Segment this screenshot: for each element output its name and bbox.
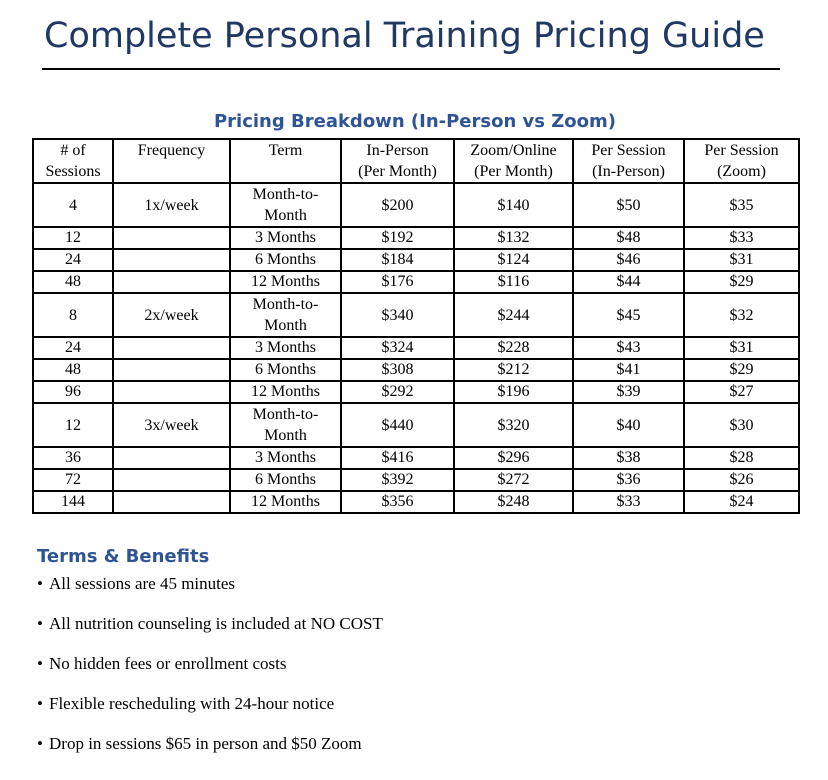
cell-per-session-in-person: $48: [573, 227, 684, 249]
cell-term: 6 Months: [230, 469, 341, 491]
table-row: [33, 381, 799, 403]
cell-sessions: 24: [33, 337, 113, 359]
cell-zoom: $124: [454, 249, 573, 271]
cell-per-session-zoom: $28: [684, 447, 799, 469]
cell-term: 12 Months: [230, 491, 341, 513]
cell-in-person: $356: [341, 491, 454, 513]
bullet-icon: •: [37, 614, 43, 633]
cell-per-session-in-person: $36: [573, 469, 684, 491]
list-item: • All sessions are 45 minutes: [37, 574, 236, 593]
cell-frequency: [113, 249, 230, 271]
document-title: Complete Personal Training Pricing Guide: [44, 16, 765, 56]
cell-per-session-in-person: $41: [573, 359, 684, 381]
table-header-row: [33, 139, 799, 183]
cell-frequency: [113, 381, 230, 403]
cell-term: 3 Months: [230, 447, 341, 469]
table-caption: Pricing Breakdown (In-Person vs Zoom): [213, 111, 617, 132]
benefits-list: [37, 573, 383, 773]
cell-in-person: $416: [341, 447, 454, 469]
cell-frequency: 2x/week: [113, 293, 230, 337]
cell-term: Month-to- Month: [230, 403, 341, 447]
table-row: [33, 359, 799, 381]
cell-per-session-zoom: $29: [684, 271, 799, 293]
cell-sessions: 96: [33, 381, 113, 403]
cell-zoom: $244: [454, 293, 573, 337]
cell-per-session-in-person: $45: [573, 293, 684, 337]
cell-frequency: [113, 337, 230, 359]
header-frequency: Frequency: [113, 139, 230, 183]
cell-per-session-in-person: $40: [573, 403, 684, 447]
cell-in-person: $292: [341, 381, 454, 403]
cell-frequency: 1x/week: [113, 183, 230, 227]
cell-sessions: 12: [33, 403, 113, 447]
table-row: [33, 469, 799, 491]
cell-per-session-zoom: $30: [684, 403, 799, 447]
cell-zoom: $196: [454, 381, 573, 403]
header-term: Term: [230, 139, 341, 183]
cell-per-session-zoom: $26: [684, 469, 799, 491]
bullet-icon: •: [37, 574, 43, 593]
cell-per-session-zoom: $35: [684, 183, 799, 227]
cell-in-person: $192: [341, 227, 454, 249]
cell-in-person: $176: [341, 271, 454, 293]
cell-per-session-in-person: $43: [573, 337, 684, 359]
cell-zoom: $272: [454, 469, 573, 491]
cell-per-session-zoom: $24: [684, 491, 799, 513]
cell-per-session-zoom: $29: [684, 359, 799, 381]
cell-zoom: $228: [454, 337, 573, 359]
cell-sessions: 24: [33, 249, 113, 271]
terms-benefits-heading: Terms & Benefits: [37, 546, 210, 567]
cell-frequency: [113, 227, 230, 249]
cell-per-session-in-person: $44: [573, 271, 684, 293]
cell-per-session-zoom: $31: [684, 249, 799, 271]
pricing-table: [32, 138, 800, 514]
cell-zoom: $320: [454, 403, 573, 447]
cell-frequency: [113, 469, 230, 491]
cell-zoom: $248: [454, 491, 573, 513]
cell-per-session-zoom: $31: [684, 337, 799, 359]
cell-term: Month-to- Month: [230, 293, 341, 337]
table-row: [33, 447, 799, 469]
cell-sessions: 36: [33, 447, 113, 469]
cell-in-person: $324: [341, 337, 454, 359]
cell-zoom: $140: [454, 183, 573, 227]
cell-sessions: 48: [33, 359, 113, 381]
cell-frequency: [113, 271, 230, 293]
table-row: [33, 183, 799, 227]
cell-zoom: $296: [454, 447, 573, 469]
cell-sessions: 4: [33, 183, 113, 227]
cell-per-session-in-person: $50: [573, 183, 684, 227]
table-row: [33, 337, 799, 359]
header-per-session-in-person: Per Session (In-Person): [573, 139, 684, 183]
cell-zoom: $212: [454, 359, 573, 381]
cell-sessions: 12: [33, 227, 113, 249]
cell-term: 3 Months: [230, 227, 341, 249]
list-item: • Drop in sessions $65 in person and $50 Zoom: [37, 734, 362, 753]
title-divider: [42, 68, 780, 70]
cell-per-session-zoom: $33: [684, 227, 799, 249]
cell-in-person: $392: [341, 469, 454, 491]
cell-in-person: $200: [341, 183, 454, 227]
header-in-person-per-month: In-Person (Per Month): [341, 139, 454, 183]
cell-term: Month-to- Month: [230, 183, 341, 227]
cell-per-session-in-person: $39: [573, 381, 684, 403]
table-row: [33, 249, 799, 271]
table-row: [33, 491, 799, 513]
cell-per-session-zoom: $32: [684, 293, 799, 337]
list-item: • All nutrition counseling is included at NO COST: [37, 614, 383, 633]
cell-term: 6 Months: [230, 359, 341, 381]
header-sessions: # of Sessions: [33, 139, 113, 183]
list-item: • Flexible rescheduling with 24-hour notice: [37, 694, 335, 713]
cell-per-session-zoom: $27: [684, 381, 799, 403]
table-row: [33, 271, 799, 293]
table-row: [33, 227, 799, 249]
cell-in-person: $340: [341, 293, 454, 337]
cell-per-session-in-person: $38: [573, 447, 684, 469]
list-item: • No hidden fees or enrollment costs: [37, 654, 287, 673]
cell-term: 12 Months: [230, 271, 341, 293]
cell-per-session-in-person: $33: [573, 491, 684, 513]
cell-frequency: [113, 447, 230, 469]
cell-sessions: 144: [33, 491, 113, 513]
cell-zoom: $132: [454, 227, 573, 249]
cell-per-session-in-person: $46: [573, 249, 684, 271]
cell-frequency: 3x/week: [113, 403, 230, 447]
cell-term: 6 Months: [230, 249, 341, 271]
bullet-icon: •: [37, 654, 43, 673]
cell-sessions: 8: [33, 293, 113, 337]
cell-term: 3 Months: [230, 337, 341, 359]
cell-sessions: 72: [33, 469, 113, 491]
cell-sessions: 48: [33, 271, 113, 293]
header-zoom-per-month: Zoom/Online (Per Month): [454, 139, 573, 183]
bullet-icon: •: [37, 734, 43, 753]
cell-frequency: [113, 491, 230, 513]
bullet-icon: •: [37, 694, 43, 713]
cell-in-person: $184: [341, 249, 454, 271]
header-per-session-zoom: Per Session (Zoom): [684, 139, 799, 183]
cell-in-person: $440: [341, 403, 454, 447]
table-row: [33, 293, 799, 337]
cell-frequency: [113, 359, 230, 381]
cell-in-person: $308: [341, 359, 454, 381]
cell-term: 12 Months: [230, 381, 341, 403]
cell-zoom: $116: [454, 271, 573, 293]
table-row: [33, 403, 799, 447]
